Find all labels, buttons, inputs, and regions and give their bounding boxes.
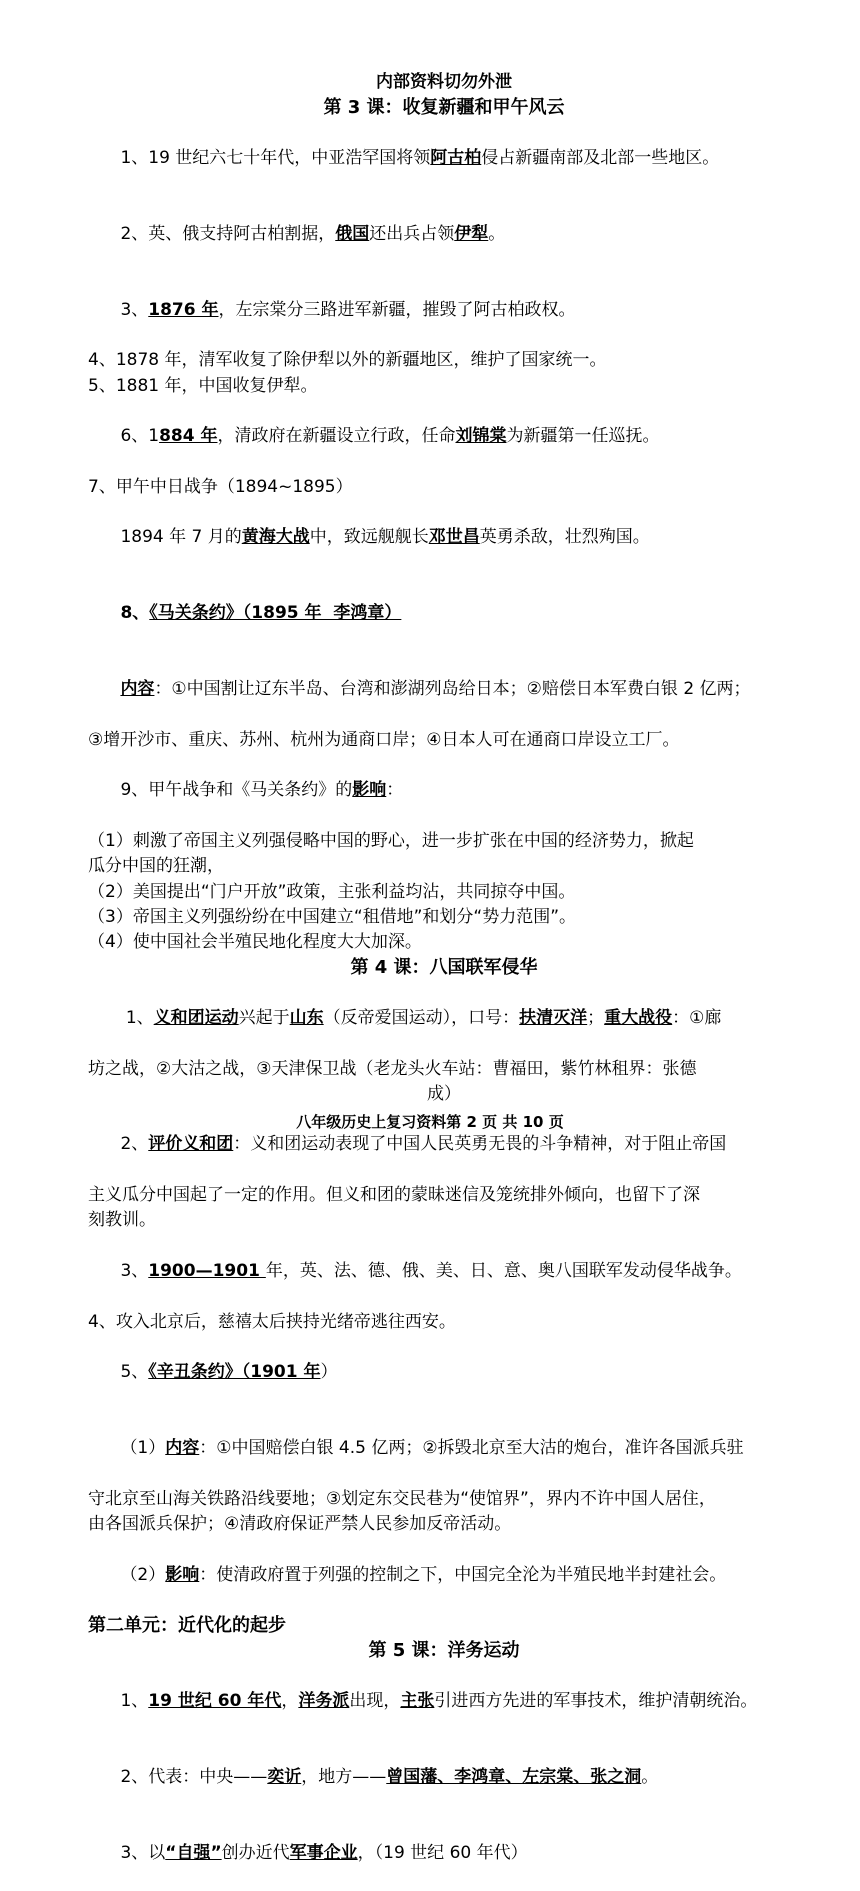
lesson3-line-8: 1894 年 7 月的黄海大战中，致远舰舰长邓世昌英勇杀敌，壮烈殉国。 <box>120 527 650 548</box>
lesson3-line-3: 3、1876 年，左宗棠分三路进军新疆，摧毁了阿古柏政权。 <box>120 299 576 320</box>
lesson3-line-12: 9、甲午战争和《马关条约》的影响： <box>120 780 404 801</box>
keyword-shandong: 山东 <box>289 1007 324 1028</box>
keyword-huanghai: 黄海大战 <box>241 527 310 548</box>
keyword-evaluate-boxers: 评价义和团 <box>148 1134 234 1155</box>
keyword-1884: 884 年 <box>159 426 218 447</box>
lesson5-line-2: 2、代表：中央——奕䜣，地方——曾国藩、李鸿章、左宗棠、张之洞。 <box>120 1766 659 1787</box>
lesson3-line-1: 1、19 世纪六七十年代，中亚浩罕国将领阿古柏侵占新疆南部及北部一些地区。 <box>120 147 720 168</box>
lesson3-line-4: 4、1878 年，清军收复了除伊犁以外的新疆地区，维护了国家统一。 <box>88 350 607 371</box>
lesson4-line-13: （2）影响：使清政府置于列强的控制之下，中国完全沦为半殖民地半封建社会。 <box>120 1564 727 1585</box>
keyword-yili: 伊犁 <box>454 223 489 244</box>
keyword-slogan: 扶清灭洋 <box>519 1007 588 1028</box>
keyword-content-2: 内容 <box>165 1438 200 1459</box>
page-content <box>88 70 800 1891</box>
keyword-local-representatives: 曾国藩、李鸿章、左宗棠、张之洞 <box>386 1766 642 1787</box>
lesson5-line-3: 3、以“自强”创办近代军事企业，（19 世纪 60 年代） <box>120 1842 528 1863</box>
lesson3-line-6: 6、1884 年，清政府在新疆设立行政，任命刘锦棠为新疆第一任巡抚。 <box>120 426 660 447</box>
lesson4-title: 第 4 课：八国联军侵华 <box>350 957 538 979</box>
keyword-advocate: 主张 <box>400 1691 435 1711</box>
keyword-military-enterprise: 军事企业 <box>289 1842 358 1863</box>
keyword-xinchou-treaty: 《辛丑条约》（1901 年 <box>148 1362 321 1383</box>
keyword-influence: 影响 <box>352 780 387 801</box>
keyword-maguan-treaty: 《马关条约》（1895 年 李鸿章） <box>149 603 402 624</box>
lesson4-line-2: 坊之战，②大沽之战，③天津保卫战（老龙头火车站：曹福田，紫竹林租界：张德 <box>88 1058 697 1079</box>
lesson3-line-10: 内容：①中国割让辽东半岛、台湾和澎湖列岛给日本；②赔偿日本军费白银 2 亿两； <box>120 679 751 700</box>
lesson3-line-14: 瓜分中国的狂潮， <box>88 856 224 877</box>
lesson4-line-11: 守北京至山海关铁路沿线要地；③划定东交民巷为“使馆界”，界内不许中国人居住， <box>88 1488 716 1509</box>
keyword-yixin: 奕䜣 <box>267 1766 302 1787</box>
lesson3-title: 第 3 课：收复新疆和甲午风云 <box>323 97 565 119</box>
keyword-self-strengthening: “自强” <box>165 1842 222 1863</box>
unit2-title: 第二单元：近代化的起步 <box>88 1615 286 1637</box>
keyword-major-battles: 重大战役 <box>604 1007 673 1028</box>
lesson3-line-13: （1）刺激了帝国主义列强侵略中国的野心，进一步扩张在中国的经济势力，掀起 <box>88 830 694 851</box>
lesson4-line-12: 由各国派兵保护；④清政府保证严禁人民参加反帝活动。 <box>88 1513 512 1534</box>
keyword-1860s: 19 世纪 60 年代 <box>148 1691 282 1711</box>
lesson4-line-7: 3、1900—1901 年，英、法、德、俄、美、日、意、奥八国联军发动侵华战争。 <box>120 1260 742 1281</box>
lesson3-line-16: （3）帝国主义列强纷纷在中国建立“租借地”和划分“势力范围”。 <box>88 906 577 927</box>
lesson4-line-3: 成） <box>427 1083 461 1104</box>
lesson4-line-6: 刻教训。 <box>88 1210 156 1231</box>
keyword-liujintang: 刘锦棠 <box>455 426 507 447</box>
lesson4-line-10: （1）内容：①中国赔偿白银 4.5 亿两；②拆毁北京至大沽的炮台，准许各国派兵驻 <box>120 1438 744 1459</box>
keyword-1876: 1876 年 <box>148 299 219 320</box>
lesson4-line-9: 5、《辛丑条约》（1901 年） <box>120 1362 338 1383</box>
lesson3-line-2: 2、英、俄支持阿古柏割据，俄国还出兵占领伊犁。 <box>120 223 506 244</box>
keyword-influence-2: 影响 <box>165 1564 200 1585</box>
lesson4-line-4: 2、评价义和团：义和团运动表现了中国人民英勇无畏的斗争精神，对于阻止帝国 <box>120 1134 727 1155</box>
lesson4-line-5: 主义瓜分中国起了一定的作用。但义和团的蒙昧迷信及笼统排外倾向，也留下了深 <box>88 1185 700 1206</box>
lesson3-line-15: （2）美国提出“门户开放”政策，主张利益均沾，共同掠夺中国。 <box>88 881 576 902</box>
page-footer: 八年级历史上复习资料第 2 页 共 10 页 <box>296 1113 564 1131</box>
keyword-boxer-movement: 义和团运动 <box>153 1007 239 1028</box>
lesson3-line-7: 7、甲午中日战争（1894~1895） <box>88 476 353 497</box>
confidential-notice: 内部资料切勿外泄 <box>376 72 512 92</box>
keyword-dengshichang: 邓世昌 <box>428 527 480 548</box>
keyword-agubo: 阿古柏 <box>430 147 482 168</box>
keyword-content: 内容 <box>120 679 155 700</box>
lesson3-line-17: （4）使中国社会半殖民地化程度大大加深。 <box>88 932 422 953</box>
keyword-westernization-faction: 洋务派 <box>298 1691 350 1711</box>
lesson4-line-1: 1、义和团运动兴起于山东（反帝爱国运动），口号：扶清灭洋；重大战役：①廊 <box>120 1007 722 1028</box>
keyword-russia: 俄国 <box>335 223 370 244</box>
lesson3-line-11: ③增开沙市、重庆、苏州、杭州为通商口岸；④日本人可在通商口岸设立工厂。 <box>88 729 680 750</box>
lesson5-title: 第 5 课：洋务运动 <box>368 1640 520 1662</box>
lesson5-line-1: 1、19 世纪 60 年代，洋务派出现，主张引进西方先进的军事技术，维护清朝统治。 <box>120 1691 758 1711</box>
keyword-1900-1901: 1900—1901 <box>148 1260 266 1281</box>
lesson4-line-8: 4、攻入北京后，慈禧太后挟持光绪帝逃往西安。 <box>88 1311 456 1332</box>
lesson3-line-5: 5、1881 年，中国收复伊犁。 <box>88 375 318 396</box>
lesson3-line-9: 8、《马关条约》（1895 年 李鸿章） <box>120 603 402 624</box>
